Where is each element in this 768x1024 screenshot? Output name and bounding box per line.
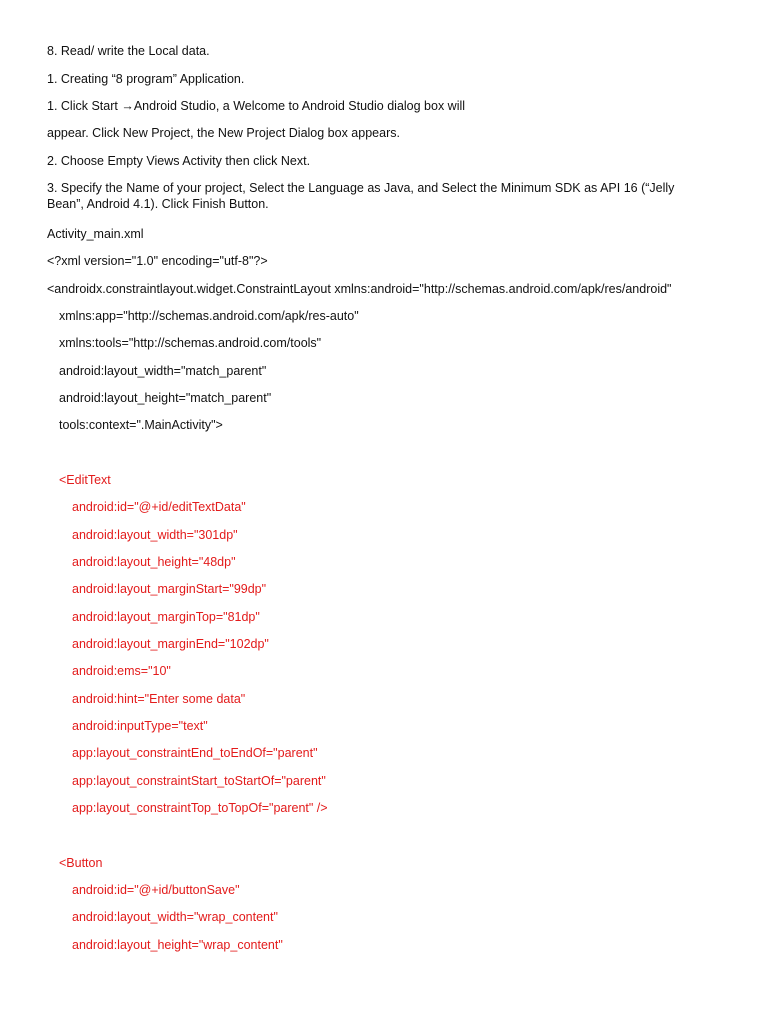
root-attr-line: android:layout_height="match_parent" xyxy=(59,391,272,405)
step-create-app: 1. Creating “8 program” Application. xyxy=(47,72,245,86)
root-attr-line: xmlns:app="http://schemas.android.com/apk/res-auto" xyxy=(59,309,359,323)
edittext-open-tag: <EditText xyxy=(59,473,111,487)
edittext-attr-line: app:layout_constraintEnd_toEndOf="parent" xyxy=(72,746,318,760)
edittext-attr-line: android:id="@+id/editTextData" xyxy=(72,500,246,514)
button-attr-line: android:id="@+id/buttonSave" xyxy=(72,883,240,897)
file-name: Activity_main.xml xyxy=(47,227,144,241)
edittext-attr-line: app:layout_constraintTop_toTopOf="parent" /> xyxy=(72,801,328,815)
root-attr-line: tools:context=".MainActivity"> xyxy=(59,418,223,432)
edittext-attr-line: android:ems="10" xyxy=(72,664,171,678)
edittext-attr-line: android:layout_marginStart="99dp" xyxy=(72,582,267,596)
step1-line2: appear. Click New Project, the New Project Dialog box appears. xyxy=(47,126,400,140)
button-open-tag: <Button xyxy=(59,856,103,870)
document-title: 8. Read/ write the Local data. xyxy=(47,44,210,58)
edittext-attr-line: android:inputType="text" xyxy=(72,719,208,733)
step2-text: 2. Choose Empty Views Activity then click Next. xyxy=(47,154,311,168)
xml-declaration: <?xml version="1.0" encoding="utf-8"?> xyxy=(47,254,268,268)
root-attr-line: android:layout_width="match_parent" xyxy=(59,364,267,378)
root-open-tag: <androidx.constraintlayout.widget.ConstraintLayout xmlns:android="http://schemas.android.com/apk/res/android" xyxy=(47,282,672,296)
edittext-attr-line: android:layout_marginEnd="102dp" xyxy=(72,637,269,651)
button-attr-line: android:layout_width="wrap_content" xyxy=(72,910,278,924)
edittext-attr-line: android:layout_marginTop="81dp" xyxy=(72,610,260,624)
edittext-attr-line: android:layout_width="301dp" xyxy=(72,528,238,542)
step1-line1: 1. Click Start →Android Studio, a Welcome to Android Studio dialog box will xyxy=(47,99,466,113)
edittext-attr-line: app:layout_constraintStart_toStartOf="parent" xyxy=(72,774,326,788)
button-attr-line: android:layout_height="wrap_content" xyxy=(72,938,283,952)
edittext-attr-line: android:hint="Enter some data" xyxy=(72,692,246,706)
root-attr-line: xmlns:tools="http://schemas.android.com/tools" xyxy=(59,336,322,350)
edittext-attr-line: android:layout_height="48dp" xyxy=(72,555,236,569)
step3-text: 3. Specify the Name of your project, Select the Language as Java, and Select the Minimum SDK as API 16 (“Jelly Bean”, Android 4.1). Click Finish Button. xyxy=(47,181,675,211)
